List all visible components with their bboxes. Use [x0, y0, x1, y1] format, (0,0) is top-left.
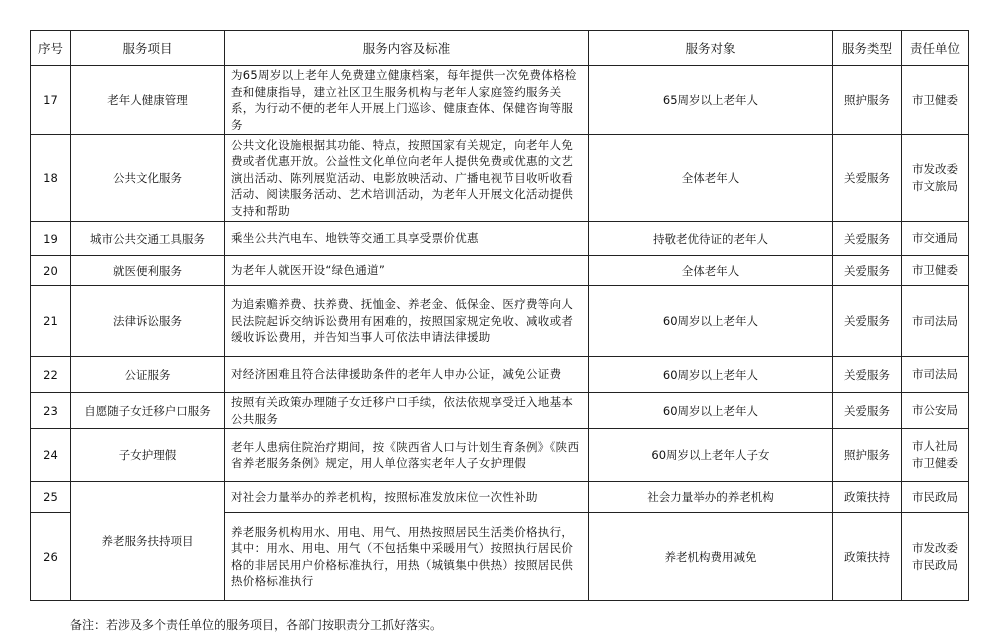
- row-item: 城市公共交通工具服务: [71, 222, 225, 256]
- unit-label: 市发改委: [912, 540, 958, 555]
- row-content: 为老年人就医开设“绿色通道”: [225, 256, 589, 286]
- header-no: 序号: [31, 31, 71, 66]
- services-table: [30, 30, 969, 601]
- row-content: 按照有关政策办理随子女迁移户口手续，依法依规享受迁入地基本公共服务: [225, 393, 589, 429]
- row-type: 关爱服务: [833, 357, 902, 393]
- row-content: 乘坐公共汽电车、地铁等交通工具享受票价优惠: [225, 222, 589, 256]
- row-item: 法律诉讼服务: [71, 286, 225, 357]
- row-units: [902, 286, 969, 357]
- row-target: 60周岁以上老年人: [589, 357, 833, 393]
- row-target: 65周岁以上老年人: [589, 66, 833, 135]
- row-content: 为65周岁以上老年人免费建立健康档案，每年提供一次免费体格检查和健康指导，建立社区卫生服务机构与老年人家庭签约服务关系，为行动不便的老年人开展上门巡诊、健康查体、保健咨询等服务: [225, 66, 589, 135]
- unit-label: 市民政局: [912, 489, 958, 504]
- row-content: 对社会力量举办的养老机构，按照标准发放床位一次性补助: [225, 482, 589, 513]
- unit-label: 市文旅局: [912, 179, 958, 193]
- row-type: 关爱服务: [833, 135, 902, 222]
- row-content: 为追索赡养费、扶养费、抚恤金、养老金、低保金、医疗费等向人民法院起诉交纳诉讼费用有困难的，按照国家规定免收、减收或者缓收诉讼费用，并告知当事人可依法申请法律援助: [225, 286, 589, 357]
- row-no: 23: [31, 393, 71, 429]
- row-item: 公证服务: [71, 357, 225, 393]
- unit-label: 市民政局: [912, 557, 958, 572]
- row-item-merged: 养老服务扶持项目: [71, 482, 225, 601]
- unit-label: 市人社局: [912, 439, 958, 453]
- row-target: 社会力量举办的养老机构: [589, 482, 833, 513]
- footnote: 备注：若涉及多个责任单位的服务项目，各部门按职责分工抓好落实。: [70, 618, 443, 632]
- row-item: 公共文化服务: [71, 135, 225, 222]
- row-no: 19: [31, 222, 71, 256]
- row-no: 24: [31, 429, 71, 482]
- row-type: 关爱服务: [833, 393, 902, 429]
- header-row: [31, 31, 969, 66]
- row-target: 60周岁以上老年人子女: [589, 429, 833, 482]
- table-row: [31, 222, 969, 256]
- row-content: 公共文化设施根据其功能、特点，按照国家有关规定，向老年人免费或者优惠开放。公益性文化单位向老年人提供免费或优惠的文艺演出活动、陈列展览活动、电影放映活动、广播电视节目收听收看活动、阅读服务活动、艺术培训活动，为老年人开展文化活动提供支持和帮助: [225, 135, 589, 222]
- unit-label: 市交通局: [912, 231, 958, 245]
- row-type: 关爱服务: [833, 256, 902, 286]
- row-units: [902, 222, 969, 256]
- row-content: 对经济困难且符合法律援助条件的老年人申办公证，减免公证费: [225, 357, 589, 393]
- row-no: 17: [31, 66, 71, 135]
- row-type: 照护服务: [833, 66, 902, 135]
- row-content: 老年人患病住院治疗期间，按《陕西省人口与计划生育条例》《陕西省养老服务条例》规定，用人单位落实老年人子女护理假: [225, 429, 589, 482]
- header-content: 服务内容及标准: [225, 31, 589, 66]
- table-row: [31, 66, 969, 135]
- row-target: 全体老年人: [589, 256, 833, 286]
- row-target: 60周岁以上老年人: [589, 393, 833, 429]
- row-units: [902, 482, 969, 513]
- header-target: 服务对象: [589, 31, 833, 66]
- header-type: 服务类型: [833, 31, 902, 66]
- table-row: [31, 256, 969, 286]
- header-item: 服务项目: [71, 31, 225, 66]
- row-no: 21: [31, 286, 71, 357]
- row-type: 政策扶持: [833, 482, 902, 513]
- row-no: 25: [31, 482, 71, 513]
- unit-label: 市发改委: [912, 162, 958, 176]
- table-row: [31, 393, 969, 429]
- row-units: [902, 393, 969, 429]
- table-row: [31, 429, 969, 482]
- row-item: 自愿随子女迁移户口服务: [71, 393, 225, 429]
- unit-label: 市司法局: [912, 313, 958, 328]
- row-item: 就医便利服务: [71, 256, 225, 286]
- unit-label: 市司法局: [912, 367, 958, 381]
- row-item: 老年人健康管理: [71, 66, 225, 135]
- row-no: 18: [31, 135, 71, 222]
- table-row: [31, 357, 969, 393]
- unit-label: 市卫健委: [912, 456, 958, 470]
- table-row: [31, 286, 969, 357]
- row-units: [902, 135, 969, 222]
- row-no: 20: [31, 256, 71, 286]
- row-no: 26: [31, 513, 71, 601]
- header-units: 责任单位: [902, 31, 969, 66]
- row-target: 60周岁以上老年人: [589, 286, 833, 357]
- row-target: 养老机构费用减免: [589, 513, 833, 601]
- row-item: 子女护理假: [71, 429, 225, 482]
- row-units: [902, 66, 969, 135]
- table-row: [31, 482, 969, 513]
- row-units: [902, 513, 969, 601]
- row-type: 照护服务: [833, 429, 902, 482]
- unit-label: 市卫健委: [912, 92, 958, 107]
- unit-label: 市卫健委: [912, 263, 958, 277]
- row-units: [902, 357, 969, 393]
- row-units: [902, 256, 969, 286]
- row-target: 持敬老优待证的老年人: [589, 222, 833, 256]
- row-type: 政策扶持: [833, 513, 902, 601]
- row-type: 关爱服务: [833, 286, 902, 357]
- table-row: [31, 135, 969, 222]
- unit-label: 市公安局: [912, 403, 958, 417]
- row-content: 养老服务机构用水、用电、用气、用热按照居民生活类价格执行，其中：用水、用电、用气（不包括集中采暖用气）按照执行居民价格的非居民用户价格标准执行，用热（城镇集中供热）按照居民供热价格标准执行: [225, 513, 589, 601]
- row-units: [902, 429, 969, 482]
- row-type: 关爱服务: [833, 222, 902, 256]
- row-target: 全体老年人: [589, 135, 833, 222]
- row-no: 22: [31, 357, 71, 393]
